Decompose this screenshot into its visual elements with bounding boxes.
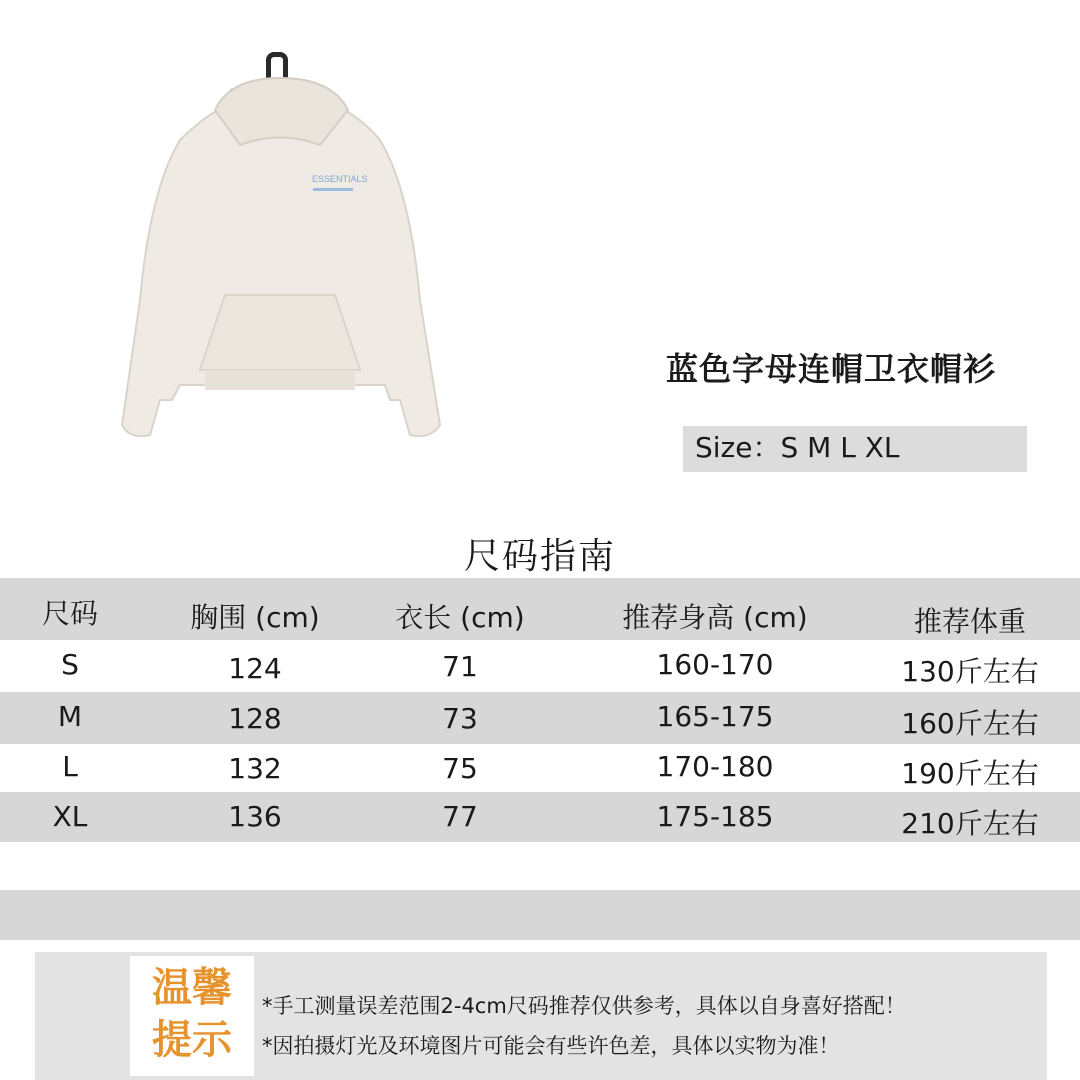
hoodie-image (110, 70, 450, 460)
header-size: 尺码 (41, 597, 98, 630)
row-height: 165-175 (656, 700, 774, 733)
product-name: 蓝色字母连帽卫衣帽衫 (666, 350, 997, 388)
empty-band (0, 890, 1080, 940)
size-options: Size：S M L XL (695, 431, 900, 464)
row-length: 73 (442, 702, 478, 735)
row-height: 170-180 (656, 750, 774, 783)
row-length: 71 (442, 650, 478, 683)
row-height: 175-185 (656, 800, 774, 833)
header-weight: 推荐体重 (913, 605, 1026, 638)
size-guide-title: 尺码指南 (463, 536, 616, 577)
notice-title-box (130, 956, 254, 1076)
notice-title-line2: 提示 (152, 1017, 232, 1063)
row-size: L (62, 750, 78, 783)
header-length: 衣长 (cm) (395, 601, 525, 634)
row-size: XL (52, 800, 88, 833)
row-weight: 190斤左右 (901, 757, 1039, 790)
notice-title-line1: 温馨 (152, 965, 232, 1011)
row-length: 77 (442, 800, 478, 833)
row-weight: 160斤左右 (901, 707, 1039, 740)
header-chest: 胸围 (cm) (190, 601, 320, 634)
row-chest: 128 (228, 702, 282, 735)
row-length: 75 (442, 752, 478, 785)
row-size: S (61, 648, 79, 681)
row-chest: 136 (228, 800, 282, 833)
header-height: 推荐身高 (cm) (622, 601, 808, 634)
notice-line-2: *因拍摄灯光及环境图片可能会有些许色差，具体以实物为准！ (262, 1034, 840, 1058)
row-height: 160-170 (656, 648, 774, 681)
row-weight: 210斤左右 (901, 807, 1039, 840)
row-chest: 124 (228, 652, 282, 685)
chest-print: ESSENTIALS (312, 174, 368, 184)
row-weight: 130斤左右 (901, 655, 1039, 688)
notice-line-1: *手工测量误差范围2-4cm尺码推荐仅供参考，具体以自身喜好搭配！ (262, 994, 906, 1018)
row-size: M (57, 700, 83, 733)
row-chest: 132 (228, 752, 282, 785)
